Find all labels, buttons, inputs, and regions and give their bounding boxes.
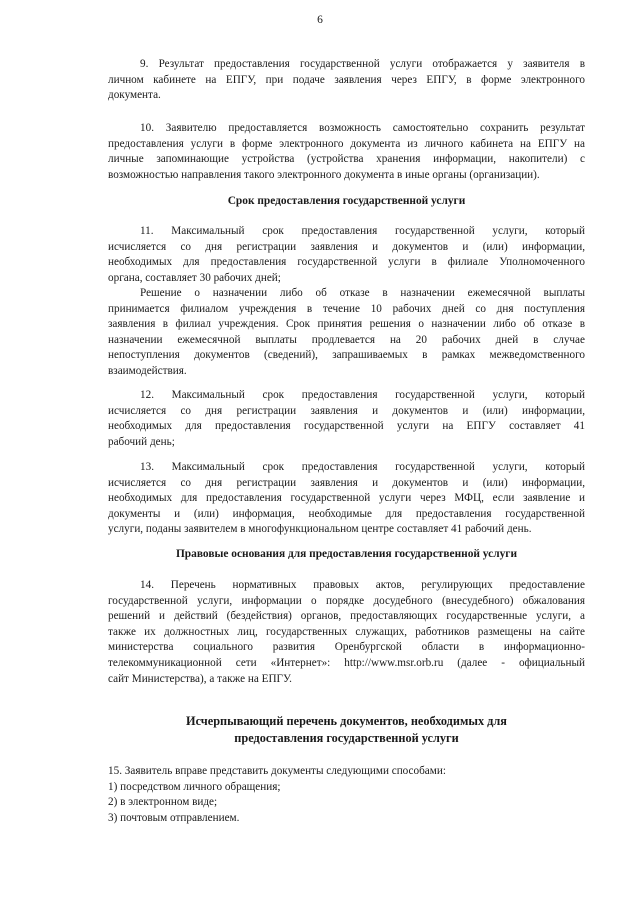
text-line: предоставления услуги в форме электронного документа из личного кабинета на ЕПГУ на [108,137,585,150]
paragraph-14 [108,578,585,687]
text-line: 12. Максимальный срок предоставления государственной услуги, который [140,389,585,401]
text-line: принимается филиалом учреждения в течение 10 рабочих дней со дня поступления [108,302,585,315]
paragraph-12 [108,388,585,450]
text-line: 15. Заявитель вправе представить документы следующими способами: [108,765,446,777]
text-line: решений и действий (бездействия) органов, предоставляющих государственные услуги, а [108,610,585,623]
text-line: личные запоминающие устройства (устройства хранения информации, накопители) с [108,153,585,166]
text-line: взаимодействия. [108,364,187,377]
text-line: исчисляется со дня регистрации заявления и документов и (или) информации, [108,404,585,417]
text-line: необходимых для предоставления государственной услуги через МФЦ, если заявление и [108,492,585,505]
text-line: необходимых для предоставления государственной услуги на ЕПГУ составляет 41 [108,420,585,433]
text-line: личном кабинете на ЕПГУ, при подаче заявления через ЕПГУ, в форме электронного [108,73,585,86]
heading-line: предоставления государственной услуги [234,730,459,745]
text-line: сайт Министерства), а также на ЕПГУ. [108,672,292,685]
section-heading-documents [108,713,585,746]
paragraph-11 [108,224,585,286]
text-line: рабочий день; [108,435,175,448]
text-line: необходимых для предоставления государственной услуги в филиале Уполномоченного [108,256,585,269]
list-item: 1) посредством личного обращения; [108,780,281,793]
text-line: 9. Результат предоставления государственной услуги отображается у заявителя в [140,58,585,70]
paragraph-11-decision [108,286,585,380]
text-line: заявления в филиал учреждения. Срок принятия решения о назначении либо об отказе в [108,318,585,331]
text-line: органа, составляет 30 рабочих дней; [108,271,281,284]
text-line: документа. [108,89,161,102]
text-line: исчисляется со дня регистрации заявления и документов и (или) информации, [108,476,585,489]
text-line: телекоммуникационной сети «Интернет»: http://www.msr.orb.ru (далее - официальный [108,656,585,669]
paragraph-10 [108,121,585,183]
text-line: возможностью направления такого электронного документа в иные органы (организации). [108,168,540,181]
list-item: 2) в электронном виде; [108,796,218,809]
text-line: 11. Максимальный срок предоставления государственной услуги, который [140,225,585,237]
section-heading-term: Срок предоставления государственной услуги [227,195,466,207]
section-heading-legal: Правовые основания для предоставления государственной услуги [175,548,518,560]
text-line: назначении ежемесячной выплаты продлевается на 20 рабочих дней в случае [108,333,585,346]
text-line: 13. Максимальный срок предоставления государственной услуги, который [140,461,585,473]
text-line: Решение о назначении либо об отказе в назначении ежемесячной выплаты [140,287,585,299]
list-item: 3) почтовым отправлением. [108,811,240,824]
paragraph-9 [108,57,585,104]
paragraph-15 [108,764,585,826]
text-line: исчисляется со дня регистрации заявления и документов и (или) информации, [108,240,585,253]
text-line: услуги, поданы заявителем в многофункциональном центре составляет 41 рабочий день. [108,523,532,536]
text-line: непоступления документов (сведений), запрашиваемых в рамках межведомственного [108,349,585,362]
text-line: 14. Перечень нормативных правовых актов, регулирующих предоставление [140,579,585,591]
paragraph-13 [108,460,585,538]
text-line: государственной услуги, информации о порядке досудебного (внесудебного) обжалования [108,594,585,607]
page-number: 6 [317,14,323,26]
text-line: министерства социального развития Оренбургской области в информационно- [108,641,585,654]
heading-line: Исчерпывающий перечень документов, необходимых для [186,714,507,728]
text-line: документы и (или) информация, необходимые для предоставления государственной [108,507,585,520]
text-line: также их должностных лиц, государственных служащих, работников размещены на сайте [108,625,585,638]
text-line: 10. Заявителю предоставляется возможность самостоятельно сохранить результат [140,122,585,134]
